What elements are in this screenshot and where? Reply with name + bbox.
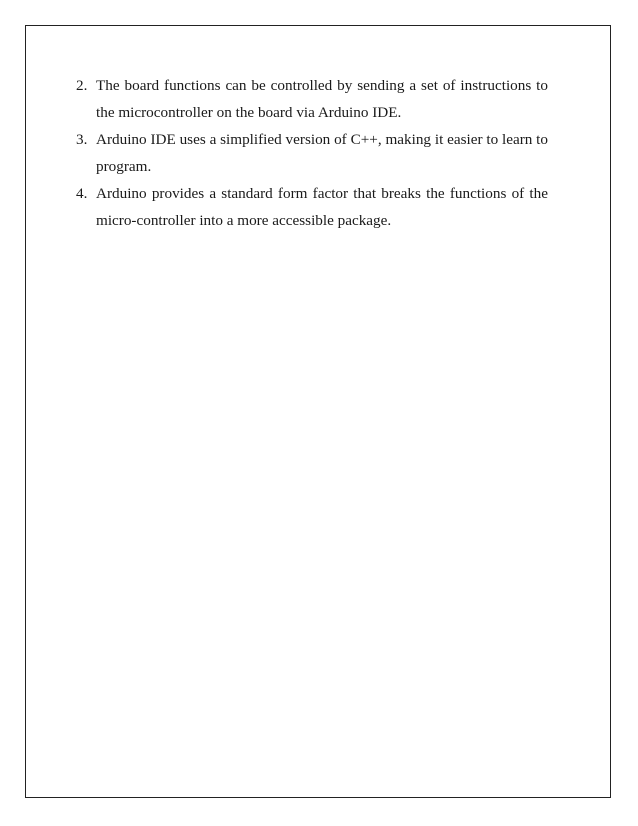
list-item-text: Arduino provides a standard form factor that breaks the functions of the micro-controller into a more accessible package. (96, 185, 548, 229)
list-item-text: Arduino IDE uses a simplified version of C++, making it easier to learn to program. (96, 131, 548, 175)
list-item-number: 3. (76, 131, 88, 148)
list-item-text: The board functions can be controlled by sending a set of instructions to the microcontroller on the board via Arduino IDE. (96, 77, 548, 121)
list-item (76, 72, 548, 126)
list-item (76, 180, 548, 234)
numbered-list (76, 72, 548, 234)
list-item-number: 2. (76, 77, 88, 94)
list-item-number: 4. (76, 185, 88, 202)
list-item (76, 126, 548, 180)
